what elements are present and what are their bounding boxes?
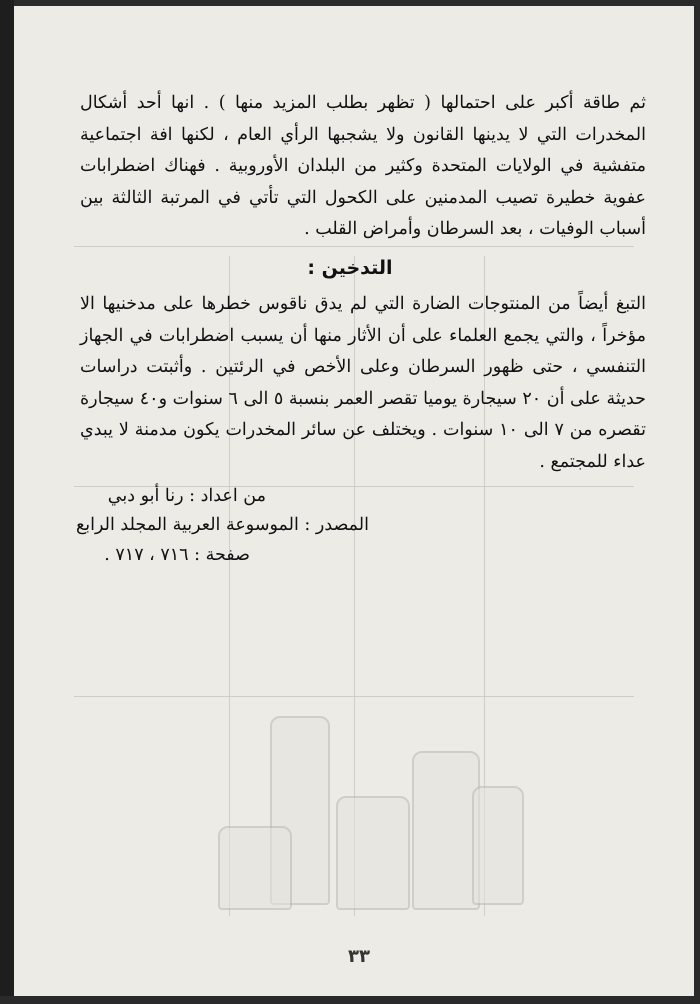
section-heading-smoking: التدخين : <box>307 257 393 279</box>
prepared-by: من اعداد : رنا أبو دبي <box>107 486 266 506</box>
scan-border-bottom <box>0 996 700 1004</box>
scan-border-left <box>0 0 14 1004</box>
paragraph-alcohol: ثم طاقة أكبر على احتمالها ( تظهر بطلب المزيد منها ) . انها أحد أشكال المخدرات التي لا يدينها القانون ولا يشجبها الرأي العام ، لكنها افة اجتماعية متفشية في الولايات المتحدة وكثير من البلدان الأوروبية . فهناك اضطرابات عفوية خطيرة تصيب المدمنين على الكحول التي تأتي في المرتبة الثالثة بين أسباب الوفيات ، بعد السرطان وأمراض القلب . <box>80 93 646 239</box>
source-citation: المصدر : الموسوعة العربية المجلد الرابع <box>75 515 369 535</box>
scan-border-right <box>694 0 700 1004</box>
page-number: ٣٣ <box>348 946 370 967</box>
page-reference: صفحة : ٧١٦ ، ٧١٧ . <box>104 545 250 565</box>
paragraph-smoking: التبغ أيضاً من المنتوجات الضارة التي لم يدق ناقوس خطرها على مدخنيها الا مؤخراً ، والتي يجمع العلماء على أن الأثار منها أن يسبب اضطرابات في الجهاز التنفسي ، حتى ظهور السرطان وعلى الأخص في الرئتين . وأثبتت دراسات حديثة على أن ٢٠ سيجارة يوميا تقصر العمر بنسبة ٥ الى ٦ سنوات و٤٠ سيجارة تقصره من ٧ الى ١٠ سنوات . ويختلف عن سائر المخدرات يكون مدمنة لا يبدي عداء للمجتمع . <box>80 294 647 472</box>
document-page <box>14 6 694 996</box>
